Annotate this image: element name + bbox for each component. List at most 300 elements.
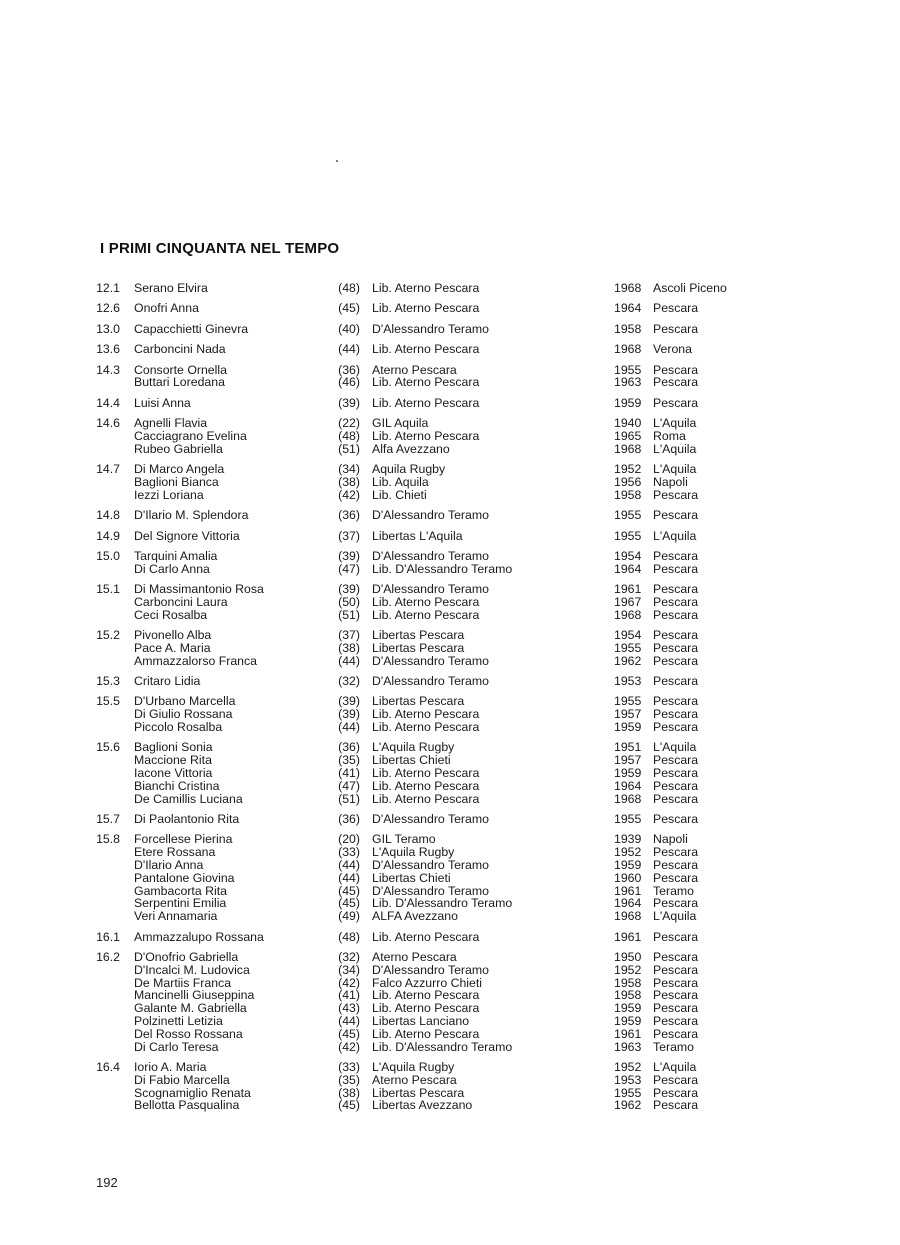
club-name: D'Alessandro Teramo xyxy=(372,812,489,826)
athlete-row xyxy=(0,1041,900,1054)
athlete-name: Bellotta Pasqualina xyxy=(134,1098,240,1113)
record-year: 1962 xyxy=(614,653,642,668)
athlete-row xyxy=(0,397,900,410)
athlete-age: (42) xyxy=(338,487,360,502)
page-speck xyxy=(336,160,338,162)
athlete-name: Forcellese Pierina xyxy=(134,832,233,847)
athlete-name: Di Carlo Anna xyxy=(134,561,210,576)
club-name: Lib. Aquila xyxy=(372,474,429,489)
record-place: Ascoli Piceno xyxy=(653,281,727,295)
time-group xyxy=(0,343,900,356)
athlete-name: Critaro Lidia xyxy=(134,674,201,689)
record-year: 1956 xyxy=(614,474,642,489)
record-year: 1964 xyxy=(614,778,642,793)
athlete-name: Iezzi Loriana xyxy=(134,487,204,502)
record-year: 1953 xyxy=(614,1072,642,1087)
athlete-age: (48) xyxy=(338,428,360,443)
record-place: Pescara xyxy=(653,1085,699,1100)
record-year: 1961 xyxy=(614,883,642,898)
time-value: 15.6 xyxy=(96,740,120,755)
record-year: 1959 xyxy=(614,857,642,872)
club-name: GIL Aquila xyxy=(372,416,429,431)
club-name: Lib. D'Alessandro Teramo xyxy=(372,1039,513,1054)
athlete-row xyxy=(0,550,900,563)
athlete-age: (40) xyxy=(338,321,360,336)
record-place: Pescara xyxy=(653,766,699,781)
record-year: 1967 xyxy=(614,594,642,609)
athlete-age: (36) xyxy=(338,362,360,377)
record-year: 1965 xyxy=(614,428,642,443)
athlete-name: Iacone Vittoria xyxy=(134,766,213,781)
athlete-name: Ceci Rosalba xyxy=(134,607,208,622)
record-year: 1963 xyxy=(614,1039,642,1054)
time-value: 15.2 xyxy=(96,628,120,643)
record-year: 1959 xyxy=(614,720,642,735)
record-place: Pescara xyxy=(653,753,699,768)
club-name: D'Alessandro Teramo xyxy=(372,321,489,336)
record-year: 1957 xyxy=(614,753,642,768)
athlete-name: Tarquini Amalia xyxy=(134,548,218,563)
time-group xyxy=(0,931,900,944)
athlete-age: (47) xyxy=(338,561,360,576)
athlete-name: Piccolo Rosalba xyxy=(134,720,223,735)
record-place: Pescara xyxy=(653,640,699,655)
time-value: 16.4 xyxy=(96,1059,120,1074)
athlete-name: Veri Annamaria xyxy=(134,909,218,924)
athlete-name: Pivonello Alba xyxy=(134,628,212,643)
record-place: Pescara xyxy=(653,845,699,860)
record-year: 1968 xyxy=(614,909,642,924)
athlete-name: Polzinetti Letizia xyxy=(134,1013,223,1028)
time-group xyxy=(0,629,900,667)
record-place: Pescara xyxy=(653,812,699,826)
club-name: D'Alessandro Teramo xyxy=(372,674,489,689)
athlete-name: Di Fabio Marcella xyxy=(134,1072,230,1087)
record-year: 1964 xyxy=(614,896,642,911)
club-name: Lib. Aterno Pescara xyxy=(372,720,480,735)
athlete-row xyxy=(0,323,900,336)
athlete-row xyxy=(0,489,900,502)
athlete-row xyxy=(0,813,900,826)
record-place: Teramo xyxy=(653,1039,695,1054)
record-place: Napoli xyxy=(653,474,688,489)
athlete-name: Serano Elvira xyxy=(134,281,208,295)
time-value: 14.7 xyxy=(96,462,120,477)
athlete-age: (51) xyxy=(338,791,360,806)
athlete-age: (38) xyxy=(338,1085,360,1100)
record-place: L'Aquila xyxy=(653,528,697,543)
record-year: 1968 xyxy=(614,281,642,295)
athlete-row xyxy=(0,655,900,668)
athlete-row xyxy=(0,302,900,315)
club-name: Libertas Pescara xyxy=(372,1085,465,1100)
record-place: Pescara xyxy=(653,870,699,885)
club-name: Lib. Aterno Pescara xyxy=(372,281,480,295)
athlete-row xyxy=(0,629,900,642)
athlete-age: (36) xyxy=(338,812,360,826)
record-place: Pescara xyxy=(653,1098,699,1113)
record-year: 1958 xyxy=(614,487,642,502)
record-place: Pescara xyxy=(653,929,699,944)
record-year: 1952 xyxy=(614,1059,642,1074)
time-group xyxy=(0,364,900,390)
record-place: Pescara xyxy=(653,988,699,1003)
record-place: Pescara xyxy=(653,548,699,563)
athlete-row xyxy=(0,376,900,389)
club-name: Aterno Pescara xyxy=(372,362,457,377)
athlete-row xyxy=(0,596,900,609)
record-year: 1955 xyxy=(614,508,642,523)
athlete-name: Baglioni Bianca xyxy=(134,474,219,489)
time-group xyxy=(0,741,900,805)
record-place: Pescara xyxy=(653,508,699,523)
athlete-row xyxy=(0,793,900,806)
athlete-age: (44) xyxy=(338,653,360,668)
record-year: 1952 xyxy=(614,845,642,860)
athlete-row xyxy=(0,721,900,734)
time-group xyxy=(0,813,900,826)
club-name: Libertas Lanciano xyxy=(372,1013,470,1028)
time-value: 12.6 xyxy=(96,301,120,316)
club-name: Lib. Aterno Pescara xyxy=(372,594,480,609)
club-name: GIL Teramo xyxy=(372,832,436,847)
athlete-row xyxy=(0,282,900,295)
athlete-row xyxy=(0,951,900,964)
club-name: Aterno Pescara xyxy=(372,1072,457,1087)
athlete-name: D'Incalci M. Ludovica xyxy=(134,962,250,977)
record-place: Pescara xyxy=(653,594,699,609)
time-value: 15.7 xyxy=(96,812,120,826)
record-place: Pescara xyxy=(653,707,699,722)
ranking-table xyxy=(0,282,900,1120)
time-value: 16.1 xyxy=(96,929,120,944)
athlete-row xyxy=(0,609,900,622)
athlete-name: Ammazzalupo Rossana xyxy=(134,929,264,944)
athlete-name: Mancinelli Giuseppina xyxy=(134,988,255,1003)
record-place: Pescara xyxy=(653,582,699,597)
athlete-age: (39) xyxy=(338,707,360,722)
record-year: 1964 xyxy=(614,561,642,576)
athlete-name: Scognamiglio Renata xyxy=(134,1085,251,1100)
record-place: Roma xyxy=(653,428,686,443)
club-name: Lib. Aterno Pescara xyxy=(372,301,480,316)
athlete-age: (48) xyxy=(338,281,360,295)
club-name: D'Alessandro Teramo xyxy=(372,883,489,898)
athlete-row xyxy=(0,859,900,872)
athlete-name: Baglioni Sonia xyxy=(134,740,213,755)
athlete-name: De Martiis Franca xyxy=(134,975,232,990)
time-value: 12.1 xyxy=(96,281,120,295)
record-year: 1954 xyxy=(614,548,642,563)
record-place: L'Aquila xyxy=(653,740,697,755)
time-value: 15.8 xyxy=(96,832,120,847)
record-year: 1958 xyxy=(614,988,642,1003)
athlete-row xyxy=(0,583,900,596)
club-name: D'Alessandro Teramo xyxy=(372,508,489,523)
club-name: Lib. Aterno Pescara xyxy=(372,428,480,443)
time-group xyxy=(0,463,900,501)
record-year: 1955 xyxy=(614,812,642,826)
time-group xyxy=(0,509,900,522)
athlete-age: (39) xyxy=(338,694,360,709)
record-place: Pescara xyxy=(653,778,699,793)
time-group xyxy=(0,323,900,336)
athlete-row xyxy=(0,910,900,923)
record-year: 1955 xyxy=(614,362,642,377)
record-place: L'Aquila xyxy=(653,909,697,924)
record-place: Pescara xyxy=(653,487,699,502)
athlete-name: Di Giulio Rossana xyxy=(134,707,233,722)
record-year: 1939 xyxy=(614,832,642,847)
record-year: 1968 xyxy=(614,607,642,622)
athlete-age: (45) xyxy=(338,883,360,898)
athlete-age: (33) xyxy=(338,1059,360,1074)
record-place: Pescara xyxy=(653,720,699,735)
record-year: 1959 xyxy=(614,395,642,410)
club-name: Lib. Aterno Pescara xyxy=(372,988,480,1003)
record-year: 1954 xyxy=(614,628,642,643)
athlete-age: (45) xyxy=(338,896,360,911)
record-place: Pescara xyxy=(653,1072,699,1087)
athlete-row xyxy=(0,1028,900,1041)
club-name: Alfa Avezzano xyxy=(372,441,450,456)
club-name: Lib. Aterno Pescara xyxy=(372,929,480,944)
record-year: 1951 xyxy=(614,740,642,755)
athlete-name: Consorte Ornella xyxy=(134,362,227,377)
time-value: 14.6 xyxy=(96,416,120,431)
club-name: Libertas Pescara xyxy=(372,640,465,655)
record-place: Pescara xyxy=(653,628,699,643)
record-place: L'Aquila xyxy=(653,462,697,477)
athlete-name: Carboncini Laura xyxy=(134,594,228,609)
record-year: 1959 xyxy=(614,1001,642,1016)
athlete-age: (46) xyxy=(338,375,360,390)
athlete-age: (50) xyxy=(338,594,360,609)
athlete-name: Maccione Rita xyxy=(134,753,212,768)
club-name: Libertas Chieti xyxy=(372,870,451,885)
athlete-name: De Camillis Luciana xyxy=(134,791,243,806)
athlete-name: Luisi Anna xyxy=(134,395,191,410)
athlete-row xyxy=(0,463,900,476)
athlete-age: (37) xyxy=(338,528,360,543)
athlete-name: Di Massimantonio Rosa xyxy=(134,582,264,597)
athlete-age: (33) xyxy=(338,845,360,860)
athlete-name: Cacciagrano Evelina xyxy=(134,428,247,443)
club-name: L'Aquila Rugby xyxy=(372,740,455,755)
record-year: 1955 xyxy=(614,694,642,709)
athlete-name: Serpentini Emilia xyxy=(134,896,227,911)
athlete-row xyxy=(0,1015,900,1028)
athlete-age: (37) xyxy=(338,628,360,643)
athlete-name: Etere Rossana xyxy=(134,845,216,860)
athlete-age: (43) xyxy=(338,1001,360,1016)
athlete-row xyxy=(0,530,900,543)
athlete-age: (34) xyxy=(338,962,360,977)
athlete-name: Carboncini Nada xyxy=(134,342,226,357)
athlete-age: (44) xyxy=(338,1013,360,1028)
athlete-name: Onofri Anna xyxy=(134,301,199,316)
record-year: 1952 xyxy=(614,962,642,977)
athlete-age: (51) xyxy=(338,607,360,622)
club-name: Aterno Pescara xyxy=(372,949,457,964)
athlete-name: Ammazzalorso Franca xyxy=(134,653,258,668)
athlete-row xyxy=(0,1074,900,1087)
club-name: Falco Azzurro Chieti xyxy=(372,975,483,990)
record-year: 1940 xyxy=(614,416,642,431)
athlete-age: (45) xyxy=(338,301,360,316)
record-year: 1959 xyxy=(614,1013,642,1028)
record-year: 1955 xyxy=(614,528,642,543)
athlete-name: Del Rosso Rossana xyxy=(134,1026,243,1041)
record-place: Pescara xyxy=(653,1001,699,1016)
athlete-age: (44) xyxy=(338,342,360,357)
record-place: Verona xyxy=(653,342,692,357)
time-group xyxy=(0,1061,900,1112)
athlete-name: Rubeo Gabriella xyxy=(134,441,223,456)
athlete-age: (44) xyxy=(338,870,360,885)
club-name: Lib. Aterno Pescara xyxy=(372,342,480,357)
athlete-name: D'Onofrio Gabriella xyxy=(134,949,239,964)
athlete-row xyxy=(0,964,900,977)
time-group xyxy=(0,530,900,543)
club-name: L'Aquila Rugby xyxy=(372,845,455,860)
record-year: 1960 xyxy=(614,870,642,885)
athlete-row xyxy=(0,1061,900,1074)
athlete-age: (42) xyxy=(338,1039,360,1054)
club-name: Lib. Aterno Pescara xyxy=(372,607,480,622)
record-year: 1968 xyxy=(614,791,642,806)
athlete-age: (39) xyxy=(338,395,360,410)
time-value: 14.4 xyxy=(96,395,120,410)
athlete-age: (32) xyxy=(338,949,360,964)
club-name: ALFA Avezzano xyxy=(372,909,458,924)
record-year: 1958 xyxy=(614,975,642,990)
record-year: 1964 xyxy=(614,301,642,316)
athlete-age: (34) xyxy=(338,462,360,477)
athlete-age: (39) xyxy=(338,548,360,563)
time-group xyxy=(0,282,900,295)
athlete-name: Gambacorta Rita xyxy=(134,883,227,898)
athlete-name: D'Ilario M. Splendora xyxy=(134,508,249,523)
athlete-age: (38) xyxy=(338,640,360,655)
athlete-age: (38) xyxy=(338,474,360,489)
athlete-age: (39) xyxy=(338,582,360,597)
record-place: Pescara xyxy=(653,791,699,806)
club-name: Lib. Aterno Pescara xyxy=(372,375,480,390)
time-value: 14.8 xyxy=(96,508,120,523)
athlete-age: (49) xyxy=(338,909,360,924)
club-name: Lib. Aterno Pescara xyxy=(372,1026,480,1041)
club-name: Libertas Avezzano xyxy=(372,1098,473,1113)
athlete-age: (41) xyxy=(338,766,360,781)
athlete-age: (51) xyxy=(338,441,360,456)
athlete-age: (45) xyxy=(338,1026,360,1041)
record-place: Napoli xyxy=(653,832,688,847)
record-place: Pescara xyxy=(653,949,699,964)
record-year: 1961 xyxy=(614,929,642,944)
club-name: Libertas Pescara xyxy=(372,694,465,709)
club-name: L'Aquila Rugby xyxy=(372,1059,455,1074)
club-name: Lib. D'Alessandro Teramo xyxy=(372,561,513,576)
athlete-age: (36) xyxy=(338,740,360,755)
record-year: 1968 xyxy=(614,342,642,357)
time-group xyxy=(0,302,900,315)
athlete-age: (32) xyxy=(338,674,360,689)
time-group xyxy=(0,417,900,455)
athlete-age: (20) xyxy=(338,832,360,847)
club-name: D'Alessandro Teramo xyxy=(372,857,489,872)
record-year: 1968 xyxy=(614,441,642,456)
athlete-row xyxy=(0,872,900,885)
athlete-name: Del Signore Vittoria xyxy=(134,528,240,543)
athlete-name: Iorio A. Maria xyxy=(134,1059,207,1074)
time-group xyxy=(0,397,900,410)
club-name: Libertas Chieti xyxy=(372,753,451,768)
record-place: Pescara xyxy=(653,857,699,872)
record-place: Pescara xyxy=(653,653,699,668)
record-year: 1961 xyxy=(614,1026,642,1041)
record-place: Pescara xyxy=(653,962,699,977)
record-year: 1961 xyxy=(614,582,642,597)
club-name: Lib. Aterno Pescara xyxy=(372,778,480,793)
record-place: Pescara xyxy=(653,694,699,709)
record-year: 1955 xyxy=(614,1085,642,1100)
club-name: D'Alessandro Teramo xyxy=(372,653,489,668)
athlete-row xyxy=(0,343,900,356)
club-name: Lib. Chieti xyxy=(372,487,427,502)
athlete-age: (44) xyxy=(338,720,360,735)
time-value: 13.0 xyxy=(96,321,120,336)
record-place: Pescara xyxy=(653,395,699,410)
athlete-age: (42) xyxy=(338,975,360,990)
record-year: 1955 xyxy=(614,640,642,655)
athlete-name: D'Ilario Anna xyxy=(134,857,204,872)
club-name: D'Alessandro Teramo xyxy=(372,962,489,977)
athlete-name: Buttari Loredana xyxy=(134,375,225,390)
athlete-name: Di Carlo Teresa xyxy=(134,1039,219,1054)
athlete-age: (44) xyxy=(338,857,360,872)
record-place: Pescara xyxy=(653,375,699,390)
athlete-name: Agnelli Flavia xyxy=(134,416,208,431)
athlete-row xyxy=(0,767,900,780)
record-year: 1963 xyxy=(614,375,642,390)
record-place: Pescara xyxy=(653,896,699,911)
record-place: Pescara xyxy=(653,607,699,622)
athlete-row xyxy=(0,675,900,688)
time-group xyxy=(0,695,900,733)
time-group xyxy=(0,951,900,1053)
club-name: Libertas L'Aquila xyxy=(372,528,463,543)
athlete-age: (22) xyxy=(338,416,360,431)
athlete-age: (36) xyxy=(338,508,360,523)
club-name: Libertas Pescara xyxy=(372,628,465,643)
athlete-age: (48) xyxy=(338,929,360,944)
club-name: Lib. Aterno Pescara xyxy=(372,707,480,722)
time-group xyxy=(0,833,900,923)
athlete-row xyxy=(0,430,900,443)
record-place: Pescara xyxy=(653,674,699,689)
athlete-row xyxy=(0,509,900,522)
club-name: Aquila Rugby xyxy=(372,462,446,477)
club-name: Lib. Aterno Pescara xyxy=(372,791,480,806)
time-value: 13.6 xyxy=(96,342,120,357)
athlete-row xyxy=(0,931,900,944)
club-name: Lib. D'Alessandro Teramo xyxy=(372,896,513,911)
time-value: 14.3 xyxy=(96,362,120,377)
athlete-row xyxy=(0,476,900,489)
time-group xyxy=(0,550,900,576)
time-value: 15.1 xyxy=(96,582,120,597)
